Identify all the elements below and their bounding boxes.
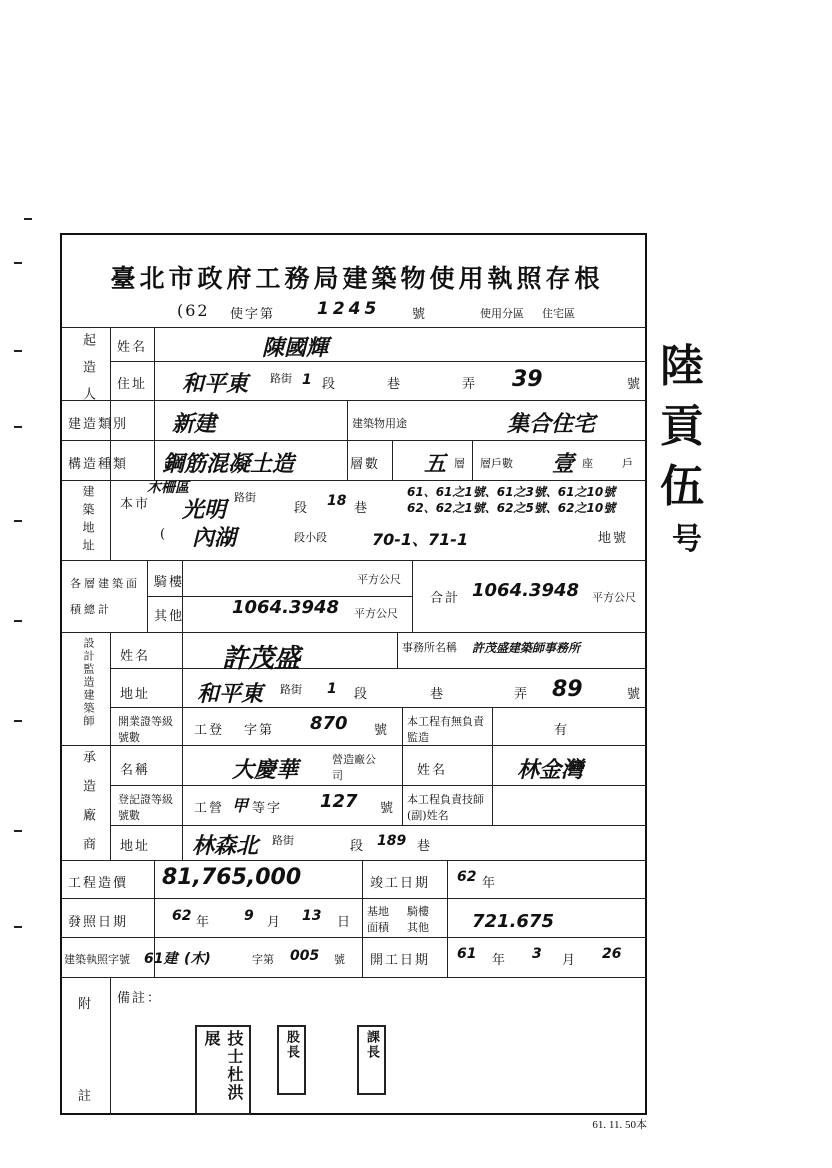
print-info: 61. 11. 50本 [592, 1119, 647, 1131]
grid-line [397, 632, 398, 668]
grid-line [392, 440, 393, 480]
site-lot-suffix: 地號 [598, 531, 629, 546]
grid-line [62, 400, 647, 401]
site-district-area: 內湖 [192, 526, 237, 551]
permit-prefix: (62 [177, 301, 210, 320]
permit-number: 1245 [317, 299, 381, 319]
grid-line [447, 860, 448, 977]
section-word: 段 [354, 687, 370, 702]
notes-label-top: 附 [78, 997, 94, 1012]
architect-license-label: 開業證等級號數 [118, 715, 173, 744]
category-label: 建造類別 [68, 417, 129, 432]
zoning-value: 住宅區 [542, 307, 575, 320]
road-label: 路街 [272, 834, 294, 847]
area-other-unit: 平方公尺 [354, 607, 398, 620]
site-lot-label: 段小段 [294, 531, 327, 544]
no-word: 號 [627, 687, 643, 702]
finish-year-word: 年 [482, 876, 498, 891]
site-city: 本市 [120, 497, 151, 512]
site-numbers-line2: 62、62之1號、62之5號、62之10號 [407, 501, 616, 515]
units-unit: 座 [582, 457, 593, 470]
margin-mark [14, 350, 22, 352]
architect-license-no: 870 [310, 713, 348, 734]
start-year: 61 [457, 946, 477, 962]
site-lane: 18 [327, 493, 347, 509]
build-permit-no: 005 [290, 948, 320, 964]
side-fragment-char: 貢 [660, 401, 704, 452]
grid-line [62, 632, 647, 633]
builder-address-label: 住址 [117, 377, 148, 392]
area-new-label: 騎樓 [154, 575, 185, 590]
start-year-word: 年 [492, 953, 508, 968]
contractor-reg-class: 甲 [232, 796, 249, 815]
area-new-unit: 平方公尺 [357, 573, 401, 586]
area-total-label: 合計 [430, 591, 461, 606]
architect-license-suffix: 號 [374, 723, 390, 738]
architect-section-label: 設計監造建築師 [82, 637, 95, 728]
architect-name-label: 姓名 [120, 649, 151, 664]
lane-word: 巷 [430, 687, 446, 702]
grid-line [62, 937, 647, 938]
lane-word: 巷 [387, 377, 403, 392]
section-chief-stamp: 股長 [277, 1025, 306, 1095]
year-word: 年 [196, 915, 212, 930]
grid-line [62, 977, 647, 978]
form-title: 臺北市政府工務局建築物使用執照存根 [110, 264, 604, 293]
builder-section-label: 起造人 [80, 333, 95, 414]
contractor-section-label: 承造廠商 [80, 750, 95, 866]
base-value: 721.675 [472, 911, 554, 932]
contractor-reg-no: 127 [320, 791, 358, 812]
contractor-reg-prefix: 工營 [194, 801, 225, 816]
side-fragment-char: 号 [672, 522, 702, 557]
architect-license-type: 字第 [244, 723, 275, 738]
day-word: 日 [337, 915, 353, 930]
area-section-label: 各層建築面積總計 [70, 577, 140, 616]
structure-label: 構造種類 [68, 457, 129, 472]
contractor-name-label: 名稱 [120, 763, 151, 778]
permit-suffix: 號 [412, 307, 428, 322]
grid-line [347, 400, 348, 480]
cost-value: 81,765,000 [162, 865, 302, 890]
base-arcade: 騎樓 [407, 905, 429, 918]
alley-word: 弄 [462, 377, 478, 392]
grid-line [110, 825, 647, 826]
site-district-note: 木柵區 [147, 480, 189, 496]
grid-line [492, 707, 493, 745]
finish-year: 62 [457, 869, 477, 885]
permit-type: 使字第 [230, 307, 276, 322]
grid-line [62, 327, 647, 328]
side-fragment-char: 伍 [660, 461, 704, 512]
architect-address-no: 89 [552, 677, 583, 702]
issue-label: 發照日期 [68, 915, 129, 930]
section-word: 段 [350, 839, 366, 854]
finish-label: 竣工日期 [370, 876, 431, 891]
grid-line [62, 745, 647, 746]
usage-label: 建築物用途 [352, 417, 407, 430]
grid-line [110, 361, 647, 362]
architect-office-label: 事務所名稱 [402, 641, 457, 654]
site-district: 光明 [182, 498, 227, 523]
builder-address-section: 1 [302, 372, 312, 388]
build-permit-type: 字第 [252, 953, 274, 966]
base-label: 基地面積 [367, 905, 389, 934]
builder-address-no: 39 [512, 367, 543, 392]
category-value: 新建 [172, 412, 217, 437]
site-section-word: 段 [294, 501, 310, 516]
grid-line [62, 440, 647, 441]
site-lane-word: 巷 [354, 501, 370, 516]
grid-line [412, 560, 413, 632]
build-permit-suffix: 號 [334, 953, 345, 966]
margin-mark [14, 262, 22, 264]
build-permit-prefix: 61建 [144, 951, 178, 967]
grid-line [182, 632, 183, 860]
build-permit-label: 建築執照字號 [64, 953, 130, 966]
builder-address-street: 和平東 [182, 372, 249, 397]
architect-name-value: 許茂盛 [222, 644, 301, 674]
architect-address-street: 和平東 [197, 682, 264, 707]
contractor-company-type: 營造廠公司 [332, 753, 376, 782]
contractor-reg-type: 等字 [252, 801, 283, 816]
start-label: 開工日期 [370, 953, 431, 968]
road-label: 路街 [280, 683, 302, 696]
contractor-name-value: 大慶華 [232, 758, 299, 783]
no-word: 號 [627, 377, 643, 392]
builder-name-label: 姓名 [117, 340, 148, 355]
grid-line [62, 898, 647, 899]
grid-line [110, 632, 111, 860]
architect-supervise-value: 有 [554, 723, 570, 738]
contractor-reg-suffix: 號 [380, 801, 396, 816]
units-value: 壹 [552, 452, 575, 477]
contractor-address-label: 地址 [120, 839, 151, 854]
cost-label: 工程造價 [68, 876, 129, 891]
issue-day: 13 [302, 908, 322, 924]
area-other-value: 1064.3948 [232, 597, 340, 618]
alley-word: 弄 [514, 687, 530, 702]
contractor-address-street: 林森北 [192, 834, 259, 859]
units-suffix: 戶 [622, 457, 633, 470]
site-paren: ( [160, 527, 168, 542]
floors-unit: 層 [454, 457, 465, 470]
issue-year: 62 [172, 908, 192, 924]
area-other-label: 其他 [154, 609, 185, 624]
notes-label-bottom: 註 [78, 1089, 94, 1104]
contractor-reg-label: 登記證等級號數 [118, 793, 173, 822]
division-chief-stamp: 課長 [357, 1025, 386, 1095]
remarks-label: 備註： [117, 991, 163, 1006]
contractor-owner-value: 林金灣 [517, 758, 584, 783]
area-total-value: 1064.3948 [472, 580, 580, 601]
grid-line [62, 860, 647, 861]
site-lot-numbers: 70-1、71-1 [372, 530, 469, 549]
grid-line [154, 400, 155, 480]
architect-license-prefix: 工登 [194, 723, 225, 738]
grid-line [110, 668, 647, 669]
contractor-tech-label: 本工程負責技師(副)姓名 [407, 793, 484, 822]
units-label: 層戶數 [480, 457, 513, 470]
grid-line [472, 440, 473, 480]
area-total-unit: 平方公尺 [592, 591, 636, 604]
zoning-label: 使用分區 [480, 307, 524, 320]
base-other: 其他 [407, 921, 429, 934]
issue-month: 9 [244, 908, 254, 924]
grid-line [147, 560, 148, 632]
section-word: 段 [322, 377, 338, 392]
margin-mark [24, 218, 32, 220]
usage-value: 集合住宅 [507, 412, 596, 437]
contractor-owner-label: 姓名 [417, 763, 448, 778]
grid-line [110, 480, 111, 560]
permit-form [60, 233, 647, 1115]
margin-mark [14, 426, 22, 428]
grid-line [492, 745, 493, 825]
floors-value: 五 [424, 452, 447, 477]
grid-line [62, 560, 647, 561]
margin-mark [14, 926, 22, 928]
tech-stamp: 技士杜洪展 [195, 1025, 251, 1115]
grid-line [402, 707, 403, 745]
start-day: 26 [602, 946, 622, 962]
start-month: 3 [532, 946, 542, 962]
architect-supervise-label: 本工程有無負責監造 [407, 715, 484, 744]
grid-line [402, 745, 403, 825]
side-fragment-char: 陸 [660, 341, 704, 392]
floors-label: 層數 [350, 457, 381, 472]
margin-mark [14, 520, 22, 522]
grid-line [110, 977, 111, 1115]
road-label: 路街 [270, 372, 292, 385]
grid-line [362, 860, 363, 977]
architect-address-label: 地址 [120, 687, 151, 702]
contractor-lane: 189 [377, 833, 407, 849]
month-word: 月 [267, 915, 283, 930]
structure-value: 鋼筋混凝土造 [162, 452, 295, 477]
lane-word: 巷 [417, 839, 433, 854]
site-numbers-line1: 61、61之1號、61之3號、61之10號 [407, 485, 616, 499]
start-month-word: 月 [562, 953, 578, 968]
margin-mark [14, 620, 22, 622]
grid-line [110, 785, 647, 786]
architect-address-section: 1 [327, 681, 337, 697]
builder-name-value: 陳國輝 [262, 336, 329, 361]
build-permit-class: (木) [184, 951, 211, 967]
site-section-label: 建築地址 [81, 485, 95, 557]
grid-line [154, 327, 155, 400]
grid-line [110, 707, 647, 708]
site-road-label: 路街 [234, 491, 256, 504]
margin-mark [14, 720, 22, 722]
architect-office-value: 許茂盛建築師事務所 [472, 641, 581, 655]
margin-mark [14, 830, 22, 832]
